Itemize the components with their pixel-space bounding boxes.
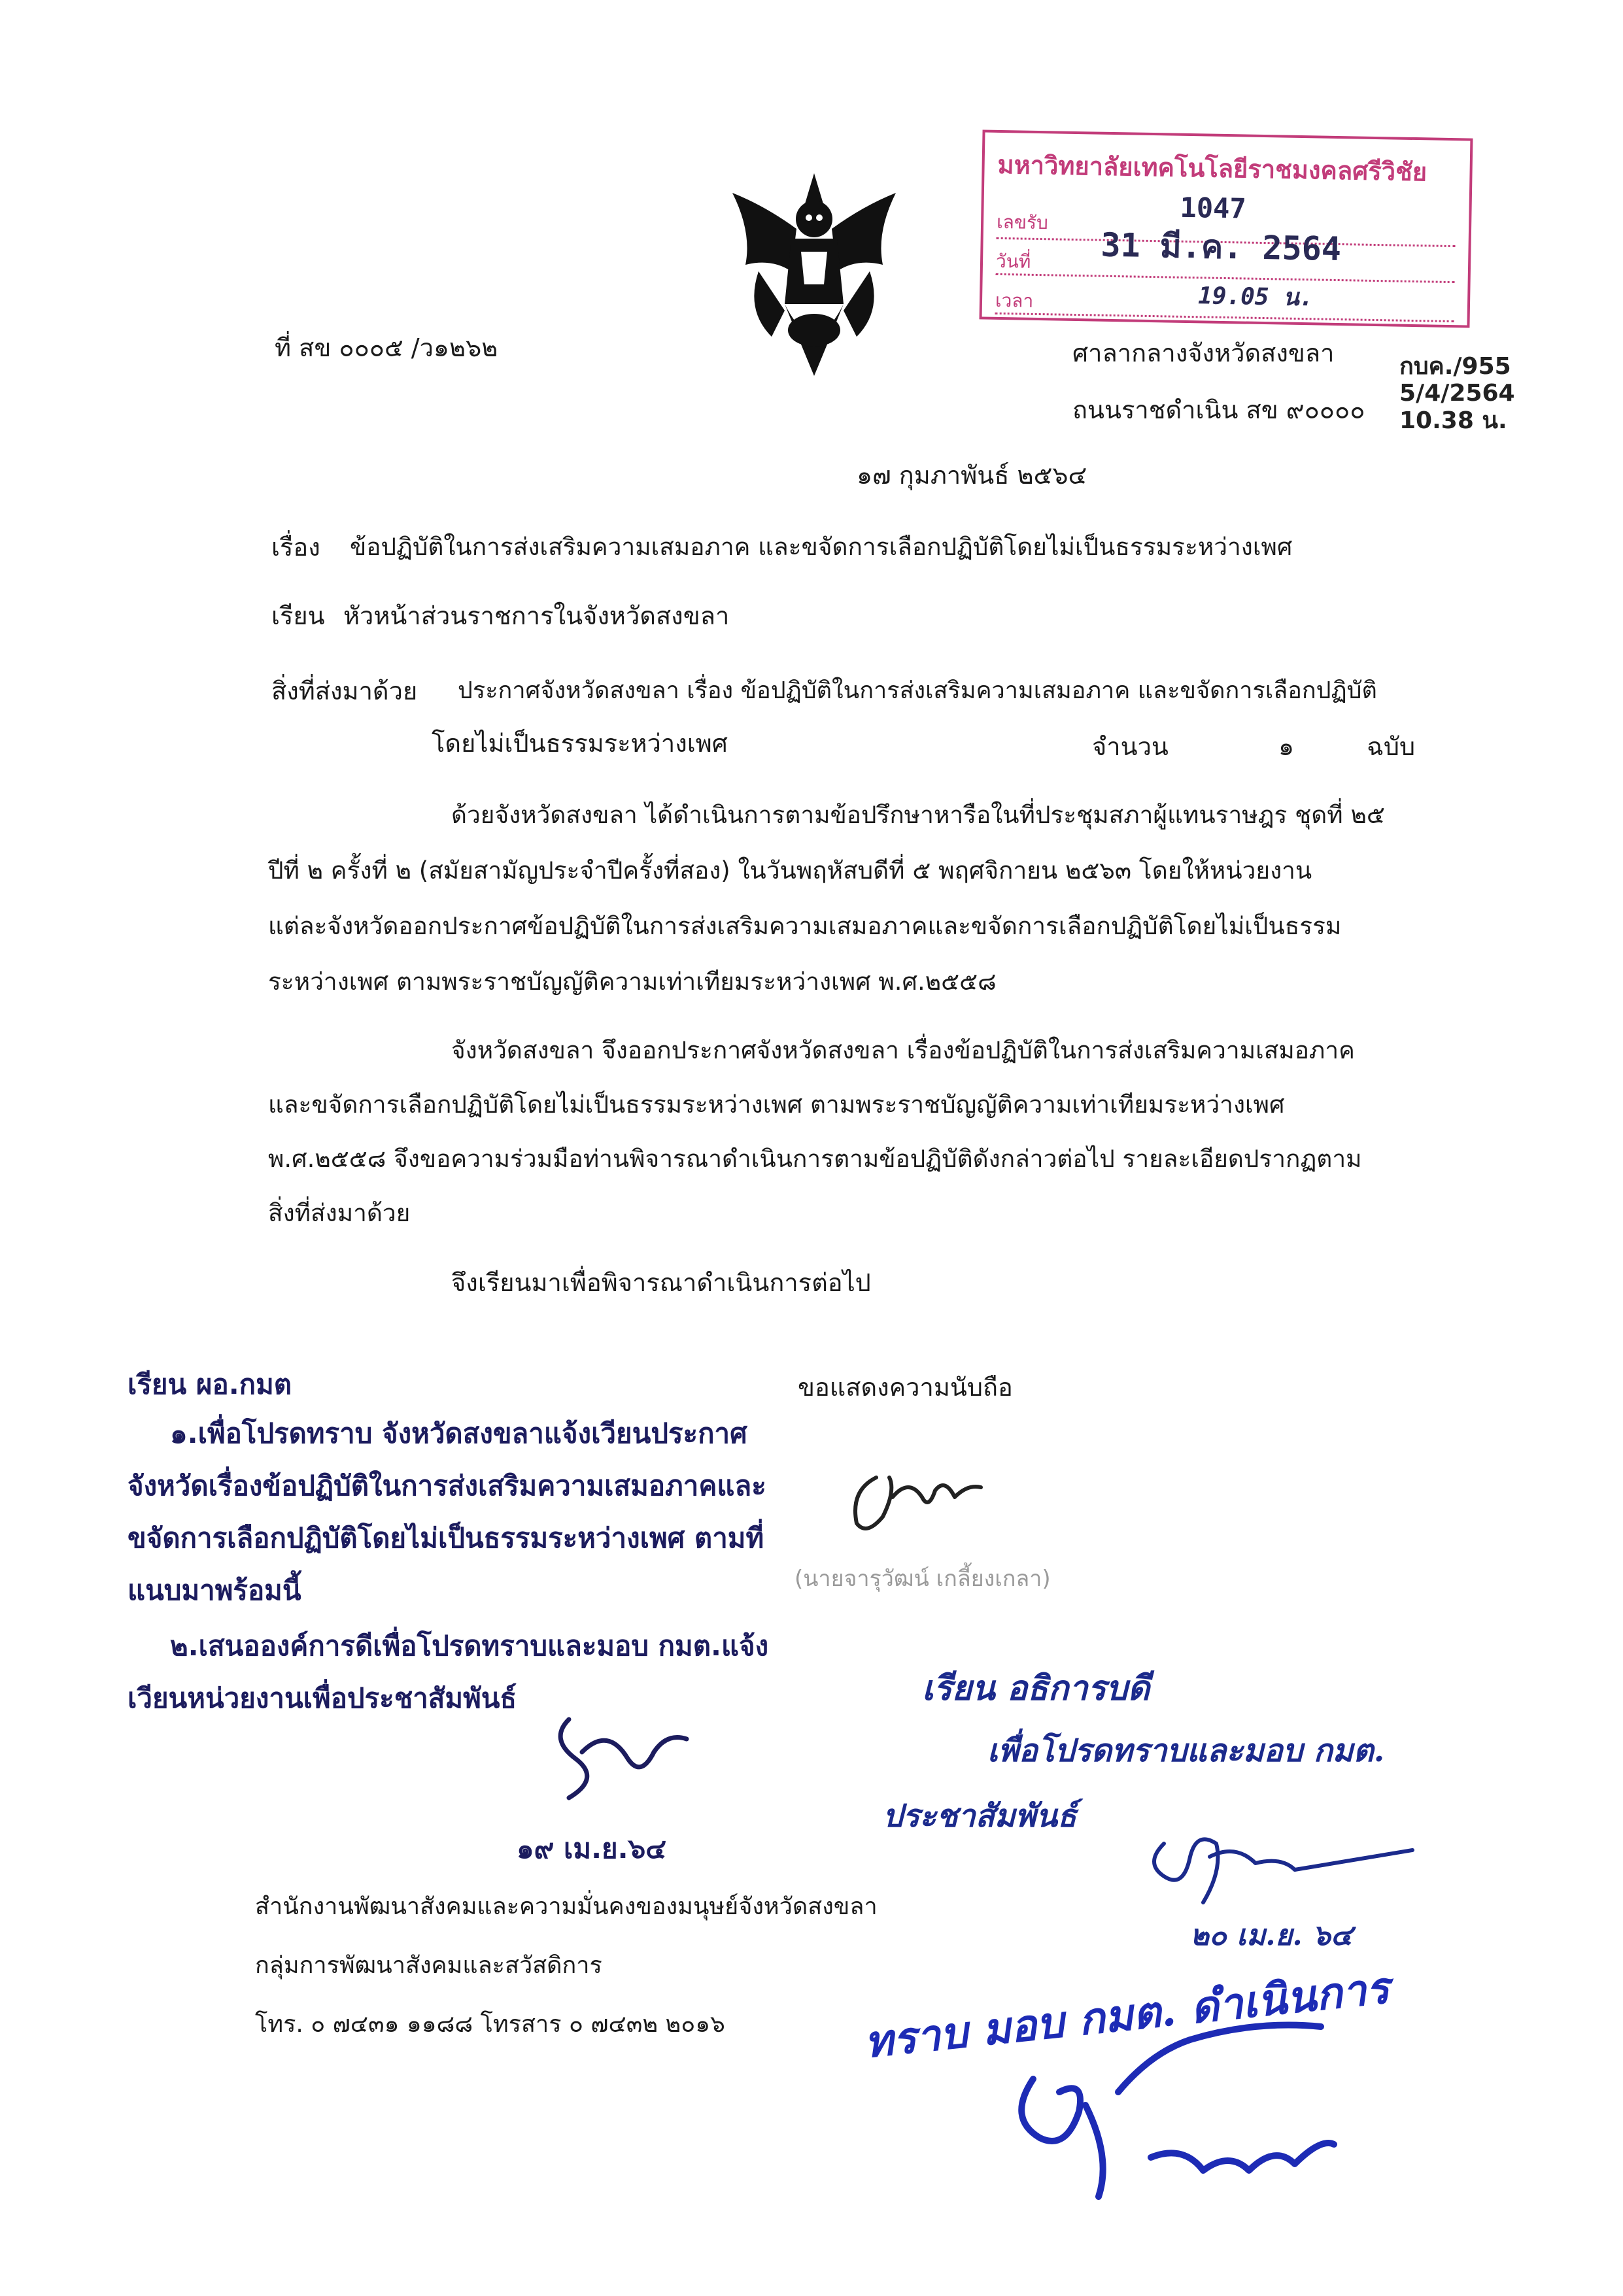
blue-handwritten-order: ทราบ มอบ กมต. ดำเนินการ (862, 1962, 1392, 2068)
garuda-emblem (719, 167, 909, 382)
stamp-institution: มหาวิทยาลัยเทคโนโลยีราชมงคลศรีวิชัย (997, 150, 1427, 187)
regards: ขอแสดงความนับถือ (798, 1373, 1013, 1402)
stamp-receipt-label: เลขรับ (996, 211, 1049, 234)
stamp-time-label: เวลา (995, 289, 1034, 312)
enclosure-line2: โดยไม่เป็นธรรมระหว่างเพศ (432, 729, 728, 758)
subject-label: เรื่อง (271, 533, 320, 562)
stamp-time-value: 19.05 น. (1197, 282, 1314, 312)
subject-text: ข้อปฏิบัติในการส่งเสริมความเสมอภาค และขจัดการเลือกปฏิบัติโดยไม่เป็นธรรมระหว่างเพศ (350, 533, 1293, 561)
para1-line: ปีที่ ๒ ครั้งที่ ๒ (สมัยสามัญประจำปีครั้งที่สอง) ในวันพฤหัสบดีที่ ๕ พฤศจิกายน ๒๕๖๓ โดยให้หน่วยงาน (268, 856, 1312, 885)
office-name: สำนักงานพัฒนาสังคมและความมั่นคงของมนุษย์จังหวัดสงขลา (255, 1893, 878, 1920)
order-line: ประชาสัมพันธ์ (883, 1798, 1077, 1834)
stamp-date-label: วันที่ (995, 250, 1031, 273)
division-name: กลุ่มการพัฒนาสังคมและสวัสดิการ (255, 1952, 602, 1979)
signer-name: (นายจารุวัฒน์ เกลี้ยงเกลา) (794, 1566, 1051, 1592)
enclosure-unit: ฉบับ (1367, 732, 1416, 761)
enclosure-qty-label: จำนวน (1092, 732, 1169, 761)
memo-date: ๑๙ เม.ย.๖๔ (517, 1832, 667, 1865)
order-date: ๒๐ เม.ย. ๖๔ (1190, 1919, 1353, 1952)
order-line: เรียน อธิการบดี (922, 1668, 1150, 1708)
memo-line: เรียน ผอ.กมต (128, 1368, 292, 1400)
contact-info: โทร. ๐ ๗๔๓๑ ๑๑๘๘ โทรสาร ๐ ๗๔๓๒ ๒๐๑๖ (255, 2011, 725, 2038)
admin-stamp-line2: 5/4/2564 (1399, 380, 1515, 407)
enclosure-label: สิ่งที่ส่งมาด้วย (271, 677, 418, 705)
order-line: เพื่อโปรดทราบและมอบ กมต. (987, 1732, 1385, 1769)
sender-address-line1: ศาลากลางจังหวัดสงขลา (1072, 339, 1335, 367)
para2-line: สิ่งที่ส่งมาด้วย (268, 1199, 411, 1227)
memo-line: เวียนหน่วยงานเพื่อประชาสัมพันธ์ (128, 1682, 517, 1714)
memo-line: ๒.เสนอองค์การดีเพื่อโปรดทราบและมอบ กมต.แจ้ง (170, 1630, 769, 1662)
para2-line: จังหวัดสงขลา จึงออกประกาศจังหวัดสงขลา เรื่องข้อปฏิบัติในการส่งเสริมความเสมอภาค (451, 1036, 1355, 1064)
enclosure-qty: ๑ (1278, 732, 1295, 761)
enclosure-line1: ประกาศจังหวัดสงขลา เรื่อง ข้อปฏิบัติในการส่งเสริมความเสมอภาค และขจัดการเลือกปฏิบัติ (458, 677, 1377, 704)
order-signature (1125, 1804, 1426, 1916)
signer-signature (837, 1451, 1007, 1543)
admin-stamp-line1: กบค./955 (1399, 353, 1511, 380)
para1-line: ด้วยจังหวัดสงขลา ได้ดำเนินการตามข้อปรึกษาหารือในที่ประชุมสภาผู้แทนราษฎร ชุดที่ ๒๕ (451, 801, 1385, 829)
para1-line: แต่ละจังหวัดออกประกาศข้อปฏิบัติในการส่งเสริมความเสมอภาคและขจัดการเลือกปฏิบัติโดยไม่เป็นธรรม (268, 912, 1342, 940)
blue-signature (981, 2014, 1347, 2223)
memo-line: จังหวัดเรื่องข้อปฏิบัติในการส่งเสริมความเสมอภาคและ (128, 1470, 766, 1502)
to-text: หัวหน้าส่วนราชการในจังหวัดสงขลา (343, 601, 730, 630)
memo-line: ขจัดการเลือกปฏิบัติโดยไม่เป็นธรรมระหว่างเพศ ตามที่ (128, 1522, 764, 1554)
memo-signature (543, 1700, 700, 1811)
stamp-date-value: 31 มี.ค. 2564 (1101, 226, 1342, 269)
admin-stamp-line3: 10.38 น. (1399, 407, 1507, 434)
receiving-stamp (980, 129, 1473, 328)
para2-line: พ.ศ.๒๕๕๘ จึงขอความร่วมมือท่านพิจารณาดำเนินการตามข้อปฏิบัติดังกล่าวต่อไป รายละเอียดปรากฏตาม (268, 1145, 1362, 1173)
letter-date: ๑๗ กุมภาพันธ์ ๒๕๖๔ (857, 461, 1087, 490)
stamp-receipt-number: 1047 (1180, 191, 1247, 225)
reference-number: ที่ สข ๐๐๐๕ /ว๑๒๖๒ (275, 333, 498, 362)
memo-line: แนบมาพร้อมนี้ (128, 1574, 301, 1606)
sender-address-line2: ถนนราชดำเนิน สข ๙๐๐๐๐ (1072, 396, 1365, 424)
to-label: เรียน (271, 601, 325, 630)
para2-line: และขจัดการเลือกปฏิบัติโดยไม่เป็นธรรมระหว่างเพศ ตามพระราชบัญญัติความเท่าเทียมระหว่างเพศ (268, 1090, 1285, 1119)
memo-line: ๑.เพื่อโปรดทราบ จังหวัดสงขลาแจ้งเวียนประกาศ (170, 1417, 747, 1449)
para1-line: ระหว่างเพศ ตามพระราชบัญญัติความเท่าเทียมระหว่างเพศ พ.ศ.๒๕๕๘ (268, 968, 997, 996)
admin-stamp (1399, 353, 1515, 434)
closing-line: จึงเรียนมาเพื่อพิจารณาดำเนินการต่อไป (451, 1268, 871, 1297)
